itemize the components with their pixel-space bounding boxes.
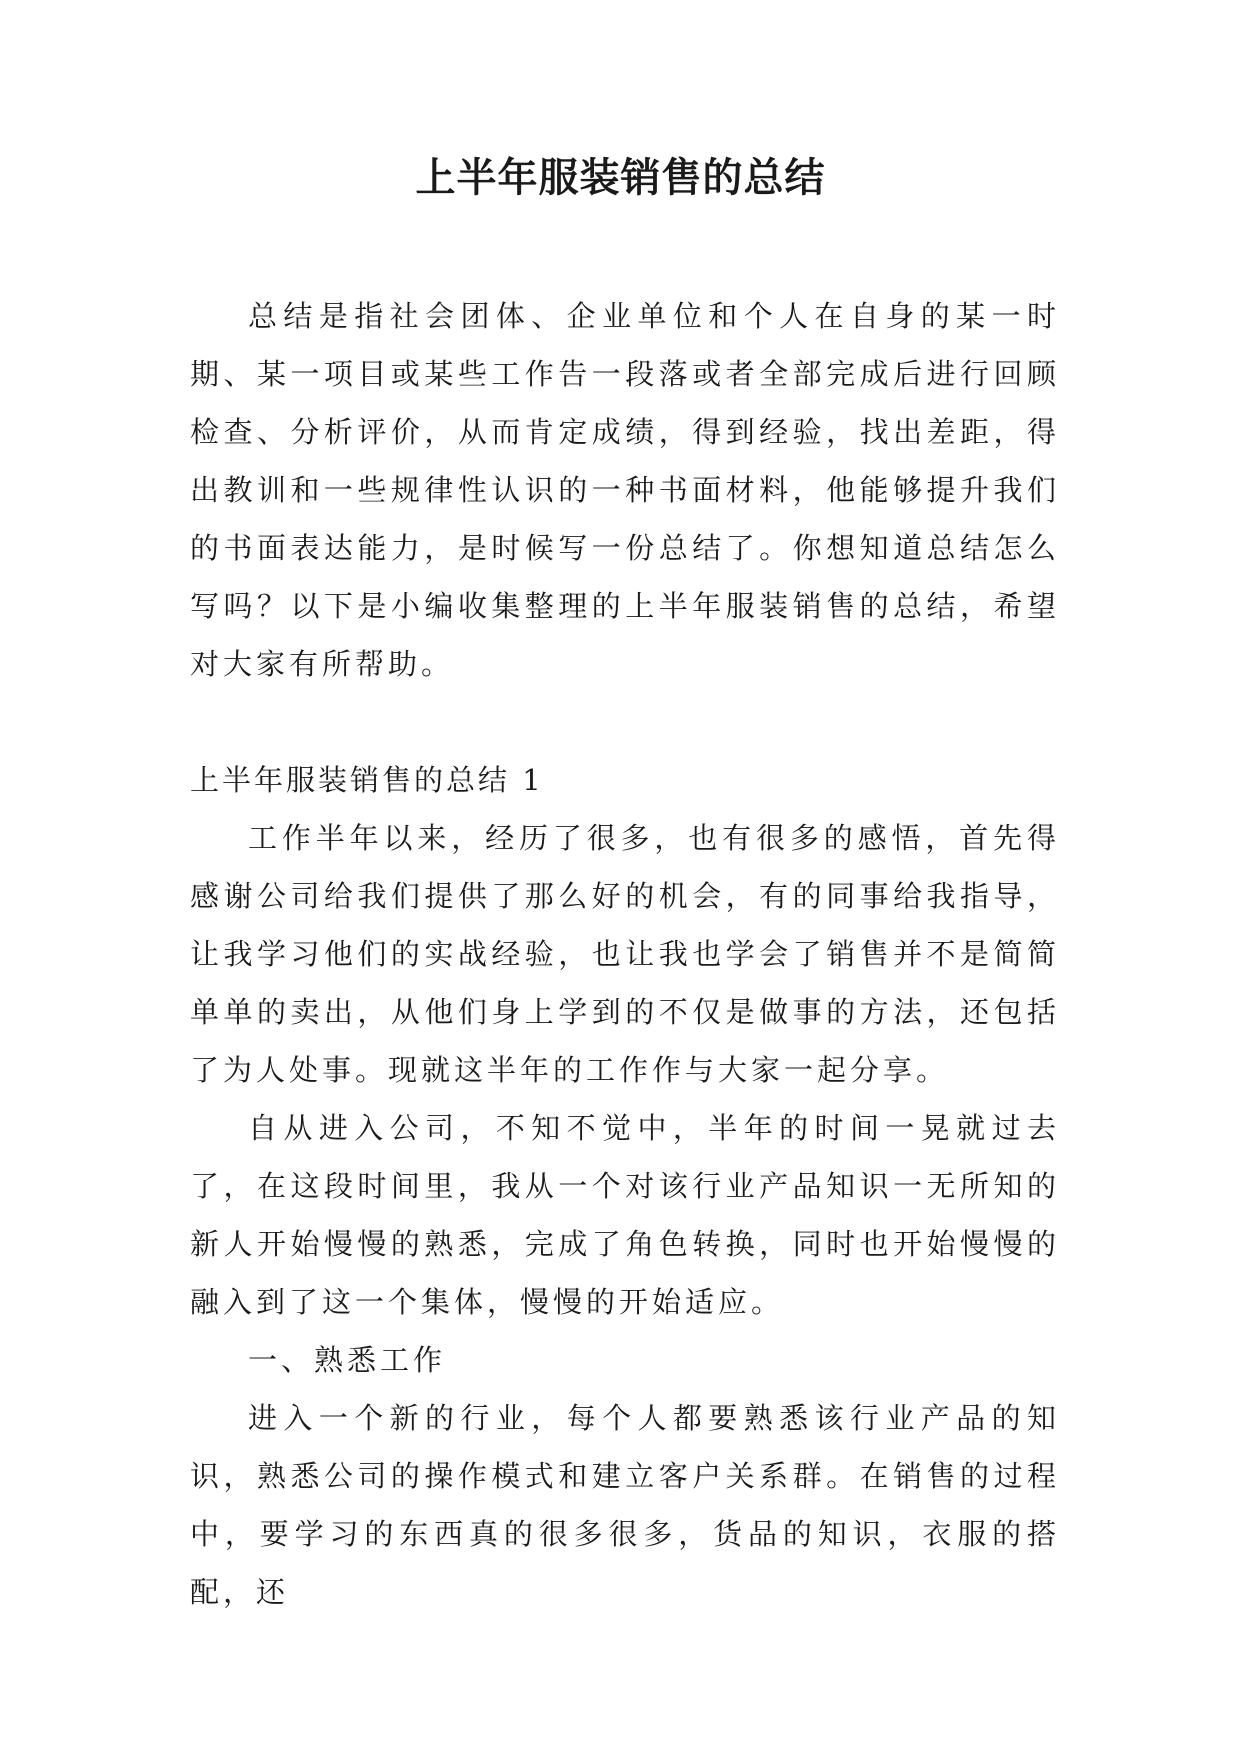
section-heading: 上半年服装销售的总结 1 bbox=[190, 763, 544, 797]
paragraph-spacer bbox=[190, 693, 1060, 751]
body-paragraph-2: 自从进入公司，不知不觉中，半年的时间一晃就过去了，在这段时间里，我从一个对该行业产品知识一无所知的新人开始慢慢的熟悉，完成了角色转换，同时也开始慢慢的融入到了这一个集体，慢慢的开始适应。 bbox=[190, 1111, 1060, 1319]
body-paragraph-3: 进入一个新的行业，每个人都要熟悉该行业产品的知识，熟悉公司的操作模式和建立客户关系群。在销售的过程中，要学习的东西真的很多很多，货品的知识，衣服的搭配，还 bbox=[190, 1401, 1060, 1609]
body-paragraph-1: 工作半年以来，经历了很多，也有很多的感悟，首先得感谢公司给我们提供了那么好的机会，有的同事给我指导，让我学习他们的实战经验，也让我也学会了销售并不是简简单单的卖出，从他们身上学到的不仅是做事的方法，还包括了为人处事。现就这半年的工作作与大家一起分享。 bbox=[190, 821, 1060, 1087]
document-title: 上半年服装销售的总结 bbox=[415, 155, 826, 201]
intro-paragraph: 总结是指社会团体、企业单位和个人在自身的某一时期、某一项目或某些工作告一段落或者全部完成后进行回顾检查、分析评价，从而肯定成绩，得到经验，找出差距，得出教训和一些规律性认识的一种书面材料，他能够提升我们的书面表达能力，是时候写一份总结了。你想知道总结怎么写吗？以下是小编收集整理的上半年服装销售的总结，希望对大家有所帮助。 bbox=[190, 299, 1060, 681]
document-body bbox=[190, 287, 1060, 1621]
subheading-familiarize-work: 一、熟悉工作 bbox=[248, 1343, 447, 1377]
